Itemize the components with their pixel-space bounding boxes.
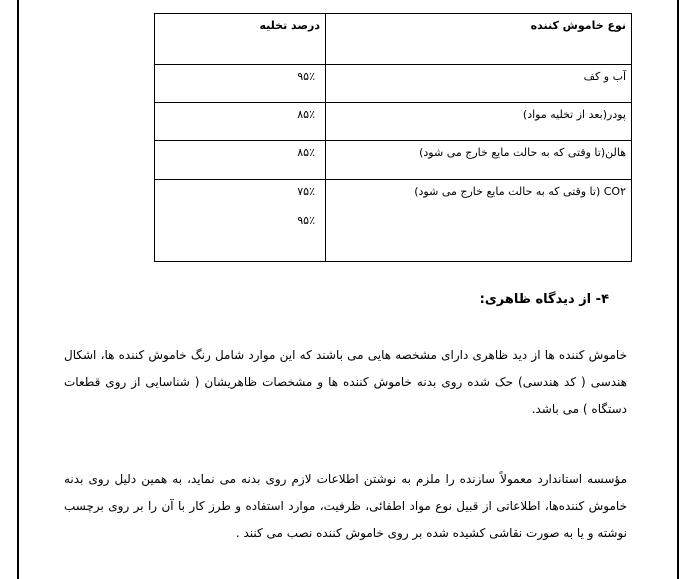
percent-cell [155, 65, 326, 103]
table-header-row [155, 14, 632, 65]
type-cell: آب و کف [326, 65, 632, 103]
type-cell: CO۲ (تا وقتی که به حالت مایع خارج می شود) [326, 180, 632, 262]
page-border-right [677, 0, 679, 579]
extinguisher-discharge-table [154, 13, 632, 262]
percent-value: ۹۵٪ [297, 70, 315, 83]
percent-cell [155, 180, 326, 262]
percent-value: ۷۵٪ [297, 185, 315, 198]
header-discharge-percent: درصد تخلیه [155, 14, 326, 65]
percent-cell [155, 141, 326, 180]
percent-cell [155, 103, 326, 141]
percent-value: ۸۵٪ [297, 108, 315, 121]
paragraph-appearance: خاموش کننده ها از دید ظاهری دارای مشخصه هایی می باشند که این موارد شامل رنگ خاموش کننده ها، اشکال هندسی ( کد هندسی) حک شده روی بدنه خاموش کننده ها و مشخصات ظاهریشان ( شناسایی از روی قطعات دستگاه ) می باشد. [64, 348, 627, 416]
header-extinguisher-type: نوع خاموش کننده [326, 14, 632, 65]
type-cell: هالن(تا وقتی که به حالت مایع خارج می شود) [326, 141, 632, 180]
percent-value: ۸۵٪ [297, 146, 315, 159]
section-heading: ۴- از دیدگاه ظاهری: [479, 292, 609, 307]
table-row [155, 180, 632, 262]
table-row [155, 141, 632, 180]
table-row [155, 103, 632, 141]
paragraph-standards: مؤسسه استاندارد معمولاً سازنده را ملزم به نوشتن اطلاعات لازم روی بدنه می نماید، به همین دلیل روی بدنه خاموش کننده‌ها، اطلاعاتی از قبیل نوع مواد اطفائی، ظرفیت، موارد استفاده و طرز کار با آن را بر روی برچسب نوشته و یا به صورت نقاشی کشیده شده بر روی خاموش کننده نصب می کنند . [64, 472, 627, 540]
type-cell: پودر(بعد از تخلیه مواد) [326, 103, 632, 141]
page-border-left [17, 0, 19, 579]
table-row [155, 65, 632, 103]
percent-value: ۹۵٪ [297, 213, 315, 227]
